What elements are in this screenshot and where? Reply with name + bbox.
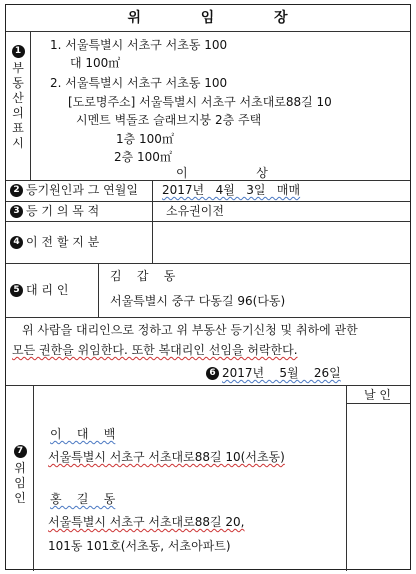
cause-label: 2 등기원인과 그 연월일 bbox=[10, 183, 138, 197]
statement-line: 모든 권한을 위임한다. 또한 복대리인 선임을 허락한다. bbox=[12, 343, 298, 357]
divider bbox=[152, 180, 153, 263]
property-line: 대 100㎡ bbox=[70, 56, 121, 70]
property-line: 2층 100㎡ bbox=[114, 150, 172, 164]
share-label: 4 이 전 할 지 분 bbox=[10, 235, 99, 249]
cause-value: 2017년 4월 3일 매매 bbox=[162, 183, 301, 197]
property-line: 1층 100㎡ bbox=[116, 132, 174, 146]
power-of-attorney-document bbox=[5, 4, 411, 570]
seal-label: 날 인 bbox=[364, 388, 391, 402]
divider bbox=[6, 201, 410, 202]
statement-line: 위 사람을 대리인으로 정하고 위 부동산 등기신청 및 취하에 관한 bbox=[22, 323, 358, 337]
label-char: 표 bbox=[12, 121, 24, 135]
label-char: 부 bbox=[12, 61, 24, 75]
purpose-label: 3 등 기 의 목 적 bbox=[10, 204, 99, 218]
page-title: 위 임 장 bbox=[127, 10, 289, 26]
label-char: 임 bbox=[14, 476, 26, 490]
number-badge: 2 bbox=[10, 184, 23, 197]
property-end-marker: 이 상 bbox=[176, 166, 268, 180]
property-line: 2. 서울특별시 서초구 서초동 100 bbox=[50, 76, 228, 90]
divider bbox=[6, 180, 410, 181]
agent-label: 5 대 리 인 bbox=[10, 283, 68, 297]
divider bbox=[30, 31, 31, 180]
purpose-value: 소유권이전 bbox=[166, 204, 224, 218]
number-badge: 6 bbox=[206, 367, 219, 380]
number-badge: 1 bbox=[12, 45, 25, 58]
delegator-address: 101동 101호(서초동, 서초아파트) bbox=[48, 539, 231, 553]
property-line: [도로명주소] 서울특별시 서초구 서초대로88길 10 bbox=[68, 95, 332, 109]
divider bbox=[6, 317, 410, 318]
label-char: 산 bbox=[12, 91, 24, 105]
number-badge: 5 bbox=[10, 284, 23, 297]
number-badge: 3 bbox=[10, 205, 23, 218]
label-char: 위 bbox=[14, 461, 26, 475]
label-char: 인 bbox=[14, 491, 26, 505]
property-line: 시멘트 벽돌조 슬래브지붕 2층 주택 bbox=[76, 113, 262, 127]
delegator-address: 서울특별시 서초구 서초대로88길 20, bbox=[48, 515, 245, 529]
delegator-label bbox=[11, 445, 29, 506]
property-label bbox=[9, 45, 27, 151]
divider bbox=[6, 221, 410, 222]
divider bbox=[6, 263, 410, 264]
divider bbox=[98, 263, 99, 317]
number-badge: 4 bbox=[10, 236, 23, 249]
label-char: 동 bbox=[12, 76, 24, 90]
divider bbox=[346, 385, 347, 571]
label-char: 시 bbox=[12, 136, 24, 150]
agent-address: 서울특별시 중구 다동길 96(다동) bbox=[110, 294, 286, 308]
divider bbox=[33, 385, 34, 571]
delegator-address: 서울특별시 서초구 서초대로88길 10(서초동) bbox=[48, 450, 285, 464]
divider bbox=[6, 385, 410, 386]
divider bbox=[346, 403, 410, 404]
property-line: 1. 서울특별시 서초구 서초동 100 bbox=[50, 38, 228, 52]
delegator-name: 이 대 백 bbox=[50, 427, 116, 441]
delegator-name: 홍 길 동 bbox=[50, 492, 116, 506]
label-char: 의 bbox=[12, 106, 24, 120]
statement-date: 6 2017년 5월 26일 bbox=[206, 366, 341, 380]
divider bbox=[6, 31, 410, 32]
agent-name: 김 갑 동 bbox=[110, 269, 176, 283]
number-badge: 7 bbox=[14, 445, 27, 458]
